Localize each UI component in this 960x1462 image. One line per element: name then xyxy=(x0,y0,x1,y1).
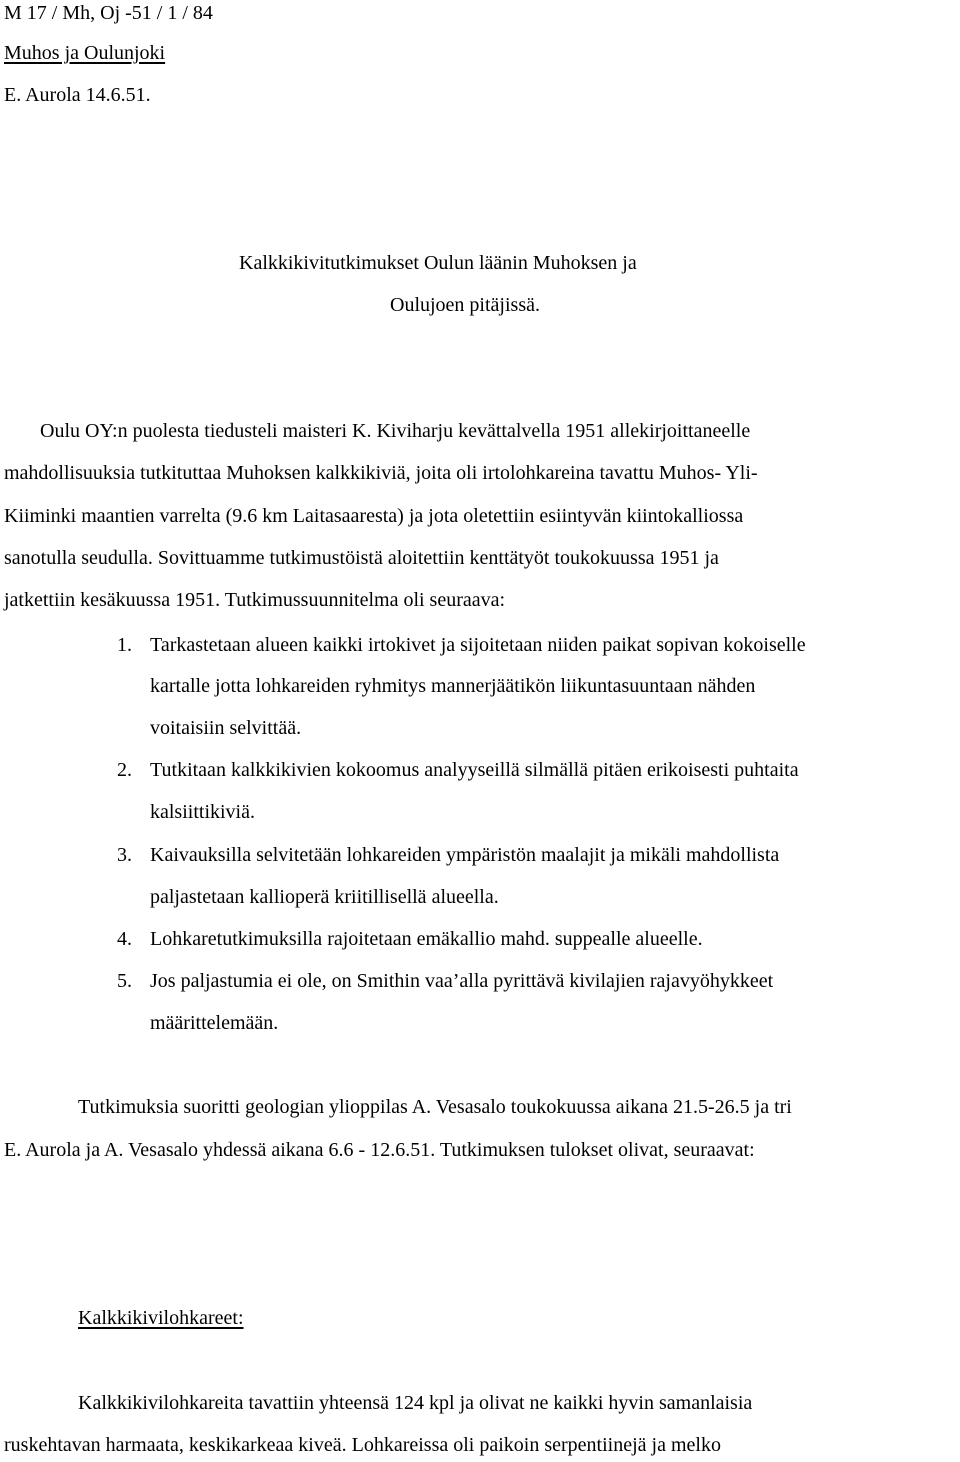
plan-item-number: 5. xyxy=(117,970,132,992)
plan-item-line: paljastetaan kallioperä kriitillisellä alueella. xyxy=(150,886,499,908)
plan-item-line: Tutkitaan kalkkikivien kokoomus analyyseillä silmällä pitäen erikoisesti puhtaita xyxy=(150,759,799,781)
performers-line: Tutkimuksia suoritti geologian ylioppilas A. Vesasalo toukokuussa aikana 21.5-26.5 ja tri xyxy=(78,1096,792,1118)
archive-code: M 17 / Mh, Oj -51 / 1 / 84 xyxy=(4,2,213,24)
plan-item-line: kalsiittikiviä. xyxy=(150,801,255,823)
intro-line: mahdollisuuksia tutkituttaa Muhoksen kalkkikiviä, joita oli irtolohkareina tavattu Muhos- Yli- xyxy=(4,462,758,484)
performers-line: E. Aurola ja A. Vesasalo yhdessä aikana 6.6 - 12.6.51. Tutkimuksen tulokset olivat, seuraavat: xyxy=(4,1139,755,1161)
plan-item-line: Lohkaretutkimuksilla rajoitetaan emäkallio mahd. suppealle alueelle. xyxy=(150,928,703,950)
plan-item-number: 3. xyxy=(117,844,132,866)
plan-item-number: 1. xyxy=(117,634,132,656)
plan-item-line: määrittelemään. xyxy=(150,1012,279,1034)
intro-line: sanotulla seudulla. Sovittuamme tutkimustöistä aloitettiin kenttätyöt toukokuussa 1951 ja xyxy=(4,547,719,569)
plan-item-line: Kaivauksilla selvitetään lohkareiden ympäristön maalajit ja mikäli mahdollista xyxy=(150,844,780,866)
author-date: E. Aurola 14.6.51. xyxy=(4,84,151,106)
title-line-1: Kalkkikivitutkimukset Oulun läänin Muhoksen ja xyxy=(239,252,637,274)
section-heading: Kalkkikivilohkareet: xyxy=(78,1307,244,1329)
title-line-2: Oulujoen pitäjissä. xyxy=(390,294,540,316)
plan-item-line: voitaisiin selvittää. xyxy=(150,717,302,739)
location-heading: Muhos ja Oulunjoki xyxy=(4,42,166,64)
plan-item-number: 4. xyxy=(117,928,132,950)
plan-item-line: kartalle jotta lohkareiden ryhmitys mannerjäätikön liikuntasuuntaan nähden xyxy=(150,675,756,697)
intro-line: jatkettiin kesäkuussa 1951. Tutkimussuunnitelma oli seuraava: xyxy=(4,589,506,611)
plan-item-line: Tarkastetaan alueen kaikki irtokivet ja sijoitetaan niiden paikat sopivan kokoiselle xyxy=(150,634,806,656)
intro-line: Kiiminki maantien varrelta (9.6 km Laitasaaresta) ja jota oletettiin esiintyvän kiintokalliossa xyxy=(4,505,744,527)
intro-line: Oulu OY:n puolesta tiedusteli maisteri K. Kiviharju kevättalvella 1951 allekirjoittaneelle xyxy=(40,420,751,442)
plan-item-number: 2. xyxy=(117,759,132,781)
section-line: ruskehtavan harmaata, keskikarkeaa kiveä. Lohkareissa oli paikoin serpentiinejä ja melko xyxy=(4,1434,721,1456)
section-line: Kalkkikivilohkareita tavattiin yhteensä 124 kpl ja olivat ne kaikki hyvin samanlaisia xyxy=(78,1392,753,1414)
plan-item-line: Jos paljastumia ei ole, on Smithin vaa’alla pyrittävä kivilajien rajavyöhykkeet xyxy=(150,970,774,992)
